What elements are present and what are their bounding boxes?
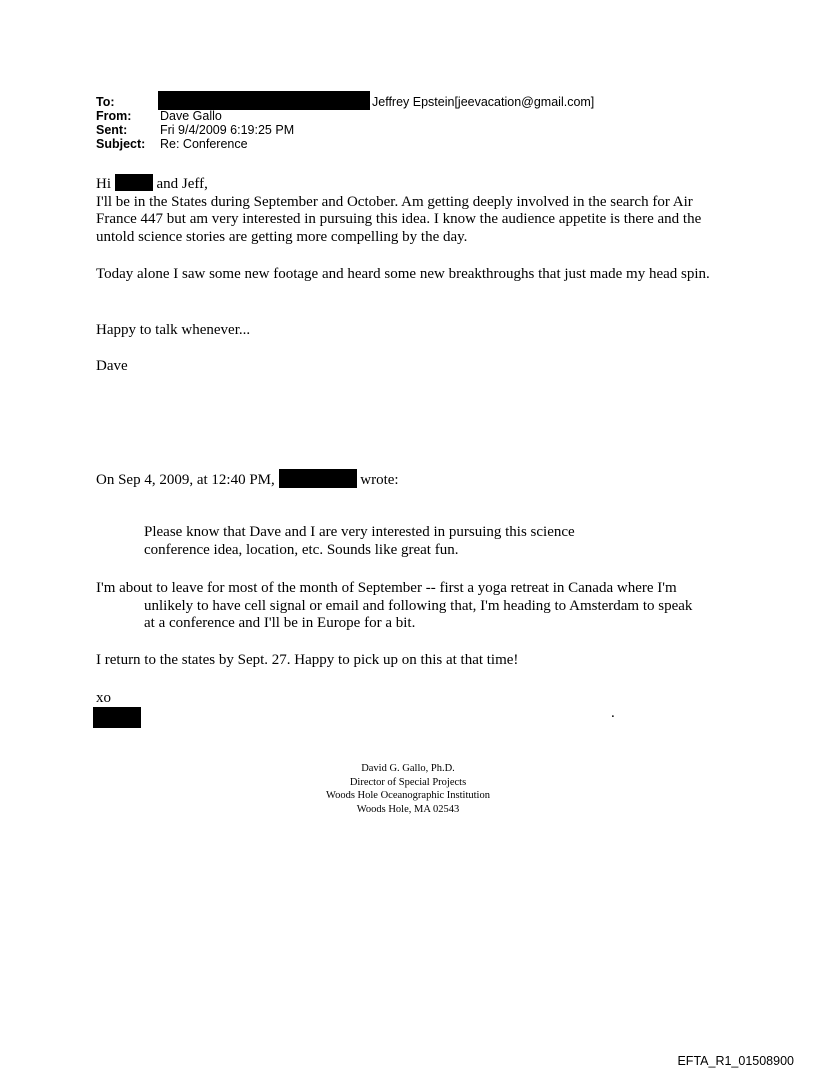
document-id: EFTA_R1_01508900 — [677, 1054, 794, 1068]
body-paragraph-3-block — [96, 322, 736, 340]
body-paragraph-2-block — [96, 266, 736, 284]
quoted-intro-end: wrote: — [360, 472, 399, 488]
body-paragraph-2: Today alone I saw some new footage and heard some new breakthroughs that just made my head spin. — [96, 266, 710, 282]
sent-value: Fri 9/4/2009 6:19:25 PM — [160, 123, 295, 137]
sent-label: Sent: — [96, 123, 128, 137]
body-paragraph-3: Happy to talk whenever... — [96, 322, 251, 338]
redaction-box — [279, 469, 357, 488]
subject-label: Subject: — [96, 137, 146, 151]
signature-address: Woods Hole, MA 02543 — [356, 803, 460, 815]
quoted-intro-start: On Sep 4, 2009, at 12:40 PM, — [96, 472, 275, 488]
redaction-box — [115, 174, 153, 191]
subject-value: Re: Conference — [160, 137, 248, 151]
body-paragraph-1: I'll be in the States during September and October. Am getting deeply involved in the search for Air France 447 but am very interested in pursuing this idea. I know the audience appetite is there and the untold science stories are getting more compelling by the day. — [96, 193, 702, 245]
quoted-paragraph-2-block — [96, 580, 704, 633]
quoted-intro — [96, 469, 736, 490]
stray-mark: . — [611, 705, 615, 721]
quoted-closing-block — [96, 690, 736, 708]
redaction-box — [93, 707, 141, 728]
to-label: To: — [96, 95, 115, 109]
from-value: Dave Gallo — [160, 109, 222, 123]
signature-organization: Woods Hole Oceanographic Institution — [326, 790, 490, 801]
greeting-end: and Jeff, — [156, 176, 208, 192]
signoff: Dave — [96, 358, 128, 374]
from-label: From: — [96, 109, 132, 123]
signature-title: Director of Special Projects — [349, 776, 467, 788]
redaction-box — [158, 91, 370, 110]
greeting-start: Hi — [96, 176, 111, 192]
to-value: Jeffrey Epstein[jeevacation@gmail.com] — [372, 95, 595, 109]
greeting — [96, 174, 736, 194]
email-body — [96, 174, 736, 246]
quoted-paragraph-1: Please know that Dave and I are very interested in pursuing this science conference idea, location, etc. Sounds like great fun. — [144, 524, 575, 558]
quoted-paragraph-3: I return to the states by Sept. 27. Happy to pick up on this at that time! — [96, 652, 519, 668]
quoted-closing: xo — [96, 690, 111, 706]
signature-name: David G. Gallo, Ph.D. — [361, 763, 455, 774]
quoted-paragraph-1-block — [144, 524, 614, 559]
quoted-paragraph-2: I'm about to leave for most of the month of September -- first a yoga retreat in Canada where I'm unlikely to have cell signal or email and following that, I'm heading to Amsterdam to speak at a conference and I'll be in Europe for a bit. — [96, 580, 693, 631]
signoff-block — [96, 358, 736, 376]
signature — [250, 762, 566, 816]
quoted-paragraph-3-block — [96, 652, 736, 670]
